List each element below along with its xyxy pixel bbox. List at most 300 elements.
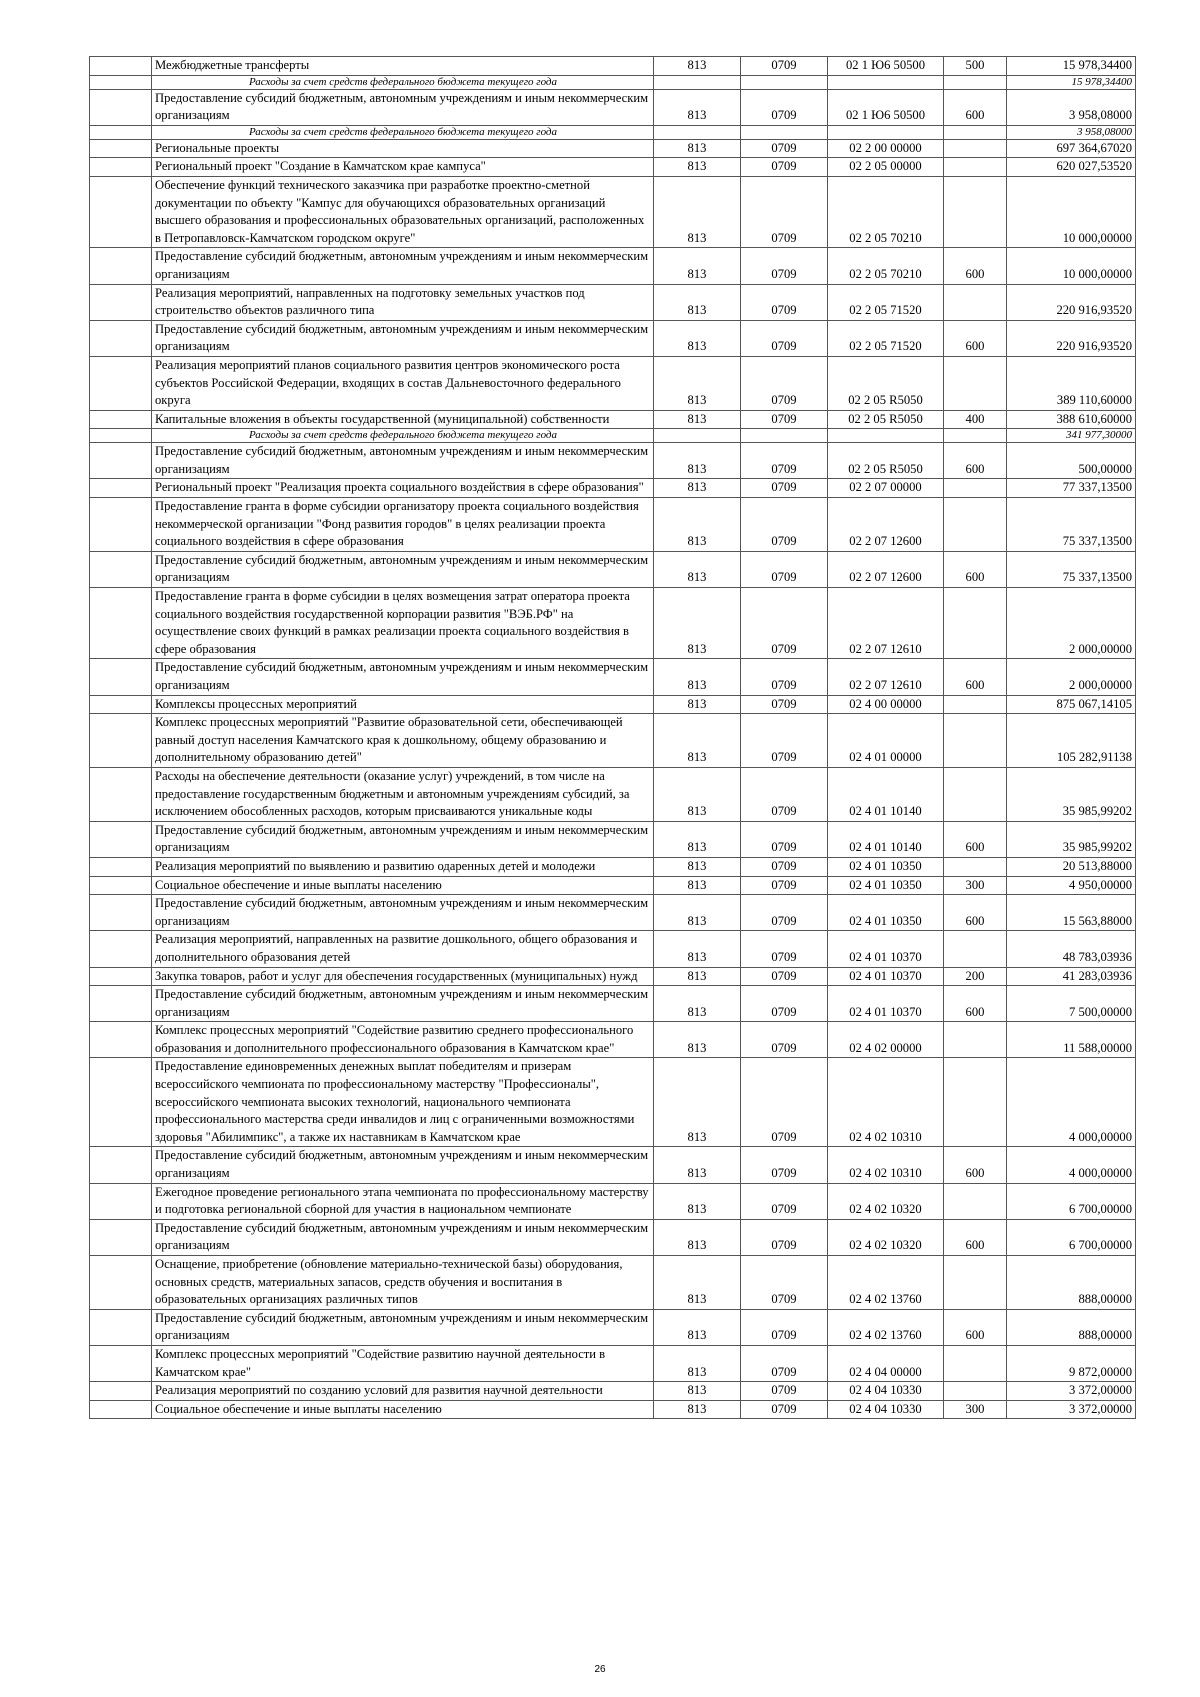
row-blank-cell [90, 714, 152, 768]
table-row [90, 158, 1136, 177]
row-sum-cell: 4 000,00000 [1007, 1058, 1136, 1147]
row-blank-cell [90, 176, 152, 247]
table-row [90, 876, 1136, 895]
row-sum-cell: 15 563,88000 [1007, 895, 1136, 931]
table-row [90, 714, 1136, 768]
row-name-cell: Предоставление субсидий бюджетным, автономным учреждениям и иным некоммерческим организациям [152, 895, 654, 931]
row-vr-cell: 600 [944, 1219, 1007, 1255]
row-csr-cell [828, 125, 944, 139]
table-row [90, 659, 1136, 695]
row-sum-cell: 10 000,00000 [1007, 176, 1136, 247]
row-vr-cell: 600 [944, 986, 1007, 1022]
row-vr-cell [944, 1022, 1007, 1058]
budget-table [89, 56, 1136, 1419]
row-vr-cell [944, 767, 1007, 821]
row-vr-cell: 600 [944, 1309, 1007, 1345]
table-note-row [90, 125, 1136, 139]
row-vr-cell [944, 714, 1007, 768]
row-sum-cell: 389 110,60000 [1007, 356, 1136, 410]
row-csr-cell: 02 2 05 R5050 [828, 410, 944, 429]
table-row [90, 821, 1136, 857]
row-blank-cell [90, 410, 152, 429]
row-sum-cell: 10 000,00000 [1007, 248, 1136, 284]
row-csr-cell: 02 2 05 70210 [828, 248, 944, 284]
row-rz-cell: 0709 [741, 498, 828, 552]
row-blank-cell [90, 695, 152, 714]
row-vr-cell [944, 695, 1007, 714]
row-name-cell: Социальное обеспечение и иные выплаты населению [152, 876, 654, 895]
row-sum-cell: 7 500,00000 [1007, 986, 1136, 1022]
row-name-cell: Комплексы процессных мероприятий [152, 695, 654, 714]
row-csr-cell: 02 4 01 10370 [828, 967, 944, 986]
row-ved-cell: 813 [654, 158, 741, 177]
row-name-cell: Реализация мероприятий, направленных на подготовку земельных участков под строительство объектов различного типа [152, 284, 654, 320]
row-ved-cell: 813 [654, 551, 741, 587]
row-name-cell: Региональный проект "Создание в Камчатском крае кампуса" [152, 158, 654, 177]
row-ved-cell: 813 [654, 410, 741, 429]
table-row [90, 1058, 1136, 1147]
row-rz-cell: 0709 [741, 176, 828, 247]
row-ved-cell: 813 [654, 1058, 741, 1147]
table-row [90, 57, 1136, 76]
row-sum-cell: 77 337,13500 [1007, 479, 1136, 498]
row-name-cell: Оснащение, приобретение (обновление материально-технической базы) оборудования, основных средств, материальных запасов, средств обучения и воспитания в образовательных организациях различных типов [152, 1256, 654, 1310]
table-note-row [90, 75, 1136, 89]
row-csr-cell: 02 4 01 10350 [828, 876, 944, 895]
row-name-cell: Предоставление гранта в форме субсидии в целях возмещения затрат оператора проекта социального воздействия государственной корпорации развития "ВЭБ.РФ" на осуществление своих функций в рамках реализации проекта социального воздействия в сфере образования [152, 588, 654, 659]
row-ved-cell: 813 [654, 1256, 741, 1310]
row-rz-cell: 0709 [741, 821, 828, 857]
row-blank-cell [90, 876, 152, 895]
row-vr-cell: 600 [944, 821, 1007, 857]
table-row [90, 1219, 1136, 1255]
row-name-cell: Ежегодное проведение регионального этапа чемпионата по профессиональному мастерству и подготовка региональной сборной для участия в национальном чемпионате [152, 1183, 654, 1219]
row-vr-cell [944, 1256, 1007, 1310]
row-csr-cell: 02 4 00 00000 [828, 695, 944, 714]
row-csr-cell: 02 2 07 12600 [828, 498, 944, 552]
row-name-cell: Обеспечение функций технического заказчика при разработке проектно-сметной документации по объекту "Кампус для обучающихся образовательных организаций высшего образования и профессиональных образовательных организаций, расположенных в Петропавловск-Камчатском городском округе" [152, 176, 654, 247]
row-vr-cell: 600 [944, 89, 1007, 125]
row-ved-cell: 813 [654, 857, 741, 876]
row-blank-cell [90, 1058, 152, 1147]
row-name-cell: Межбюджетные трансферты [152, 57, 654, 76]
row-name-cell: Предоставление субсидий бюджетным, автономным учреждениям и иным некоммерческим организациям [152, 1219, 654, 1255]
row-blank-cell [90, 967, 152, 986]
row-blank-cell [90, 158, 152, 177]
row-ved-cell: 813 [654, 139, 741, 158]
row-ved-cell: 813 [654, 1345, 741, 1381]
row-blank-cell [90, 498, 152, 552]
row-name-cell: Предоставление субсидий бюджетным, автономным учреждениям и иным некоммерческим организациям [152, 443, 654, 479]
row-blank-cell [90, 139, 152, 158]
row-sum-cell: 2 000,00000 [1007, 659, 1136, 695]
table-row [90, 551, 1136, 587]
row-blank-cell [90, 857, 152, 876]
row-blank-cell [90, 443, 152, 479]
row-vr-cell: 600 [944, 443, 1007, 479]
row-ved-cell: 813 [654, 876, 741, 895]
row-name-cell: Реализация мероприятий, направленных на развитие дошкольного, общего образования и дополнительного образования детей [152, 931, 654, 967]
table-row [90, 356, 1136, 410]
table-row [90, 895, 1136, 931]
row-name-cell: Предоставление субсидий бюджетным, автономным учреждениям и иным некоммерческим организациям [152, 320, 654, 356]
row-ved-cell: 813 [654, 1147, 741, 1183]
row-vr-cell: 600 [944, 551, 1007, 587]
row-ved-cell: 813 [654, 931, 741, 967]
row-name-cell: Предоставление субсидий бюджетным, автономным учреждениям и иным некоммерческим организациям [152, 821, 654, 857]
row-rz-cell: 0709 [741, 248, 828, 284]
row-ved-cell: 813 [654, 821, 741, 857]
row-blank-cell [90, 320, 152, 356]
row-sum-cell: 388 610,60000 [1007, 410, 1136, 429]
row-rz-cell: 0709 [741, 588, 828, 659]
row-sum-cell: 75 337,13500 [1007, 498, 1136, 552]
row-vr-cell: 600 [944, 659, 1007, 695]
row-rz-cell: 0709 [741, 1183, 828, 1219]
row-vr-cell: 200 [944, 967, 1007, 986]
row-sum-cell: 888,00000 [1007, 1256, 1136, 1310]
row-csr-cell: 02 2 00 00000 [828, 139, 944, 158]
row-blank-cell [90, 1256, 152, 1310]
row-sum-cell: 3 958,08000 [1007, 125, 1136, 139]
row-name-cell: Предоставление субсидий бюджетным, автономным учреждениям и иным некоммерческим организациям [152, 1147, 654, 1183]
row-csr-cell: 02 4 01 10140 [828, 821, 944, 857]
row-sum-cell: 41 283,03936 [1007, 967, 1136, 986]
row-rz-cell: 0709 [741, 876, 828, 895]
table-row [90, 1382, 1136, 1401]
row-name-cell: Предоставление субсидий бюджетным, автономным учреждениям и иным некоммерческим организациям [152, 1309, 654, 1345]
row-rz-cell: 0709 [741, 1058, 828, 1147]
row-csr-cell: 02 2 07 12600 [828, 551, 944, 587]
row-sum-cell: 4 950,00000 [1007, 876, 1136, 895]
row-csr-cell: 02 4 02 13760 [828, 1256, 944, 1310]
row-vr-cell: 600 [944, 1147, 1007, 1183]
table-row [90, 443, 1136, 479]
row-csr-cell: 02 4 04 00000 [828, 1345, 944, 1381]
row-name-cell: Предоставление субсидий бюджетным, автономным учреждениям и иным некоммерческим организациям [152, 89, 654, 125]
row-blank-cell [90, 821, 152, 857]
row-blank-cell [90, 1345, 152, 1381]
row-csr-cell: 02 1 Ю6 50500 [828, 57, 944, 76]
row-ved-cell: 813 [654, 659, 741, 695]
row-csr-cell: 02 2 05 70210 [828, 176, 944, 247]
row-name-cell: Региональный проект "Реализация проекта социального воздействия в сфере образования" [152, 479, 654, 498]
table-row [90, 931, 1136, 967]
row-rz-cell: 0709 [741, 356, 828, 410]
row-name-cell: Реализация мероприятий планов социального развития центров экономического роста субъектов Российской Федерации, входящих в состав Дальневосточного федерального округа [152, 356, 654, 410]
row-ved-cell: 813 [654, 320, 741, 356]
row-sum-cell: 6 700,00000 [1007, 1219, 1136, 1255]
row-ved-cell: 813 [654, 176, 741, 247]
row-csr-cell: 02 4 01 10370 [828, 931, 944, 967]
row-blank-cell [90, 767, 152, 821]
table-row [90, 1345, 1136, 1381]
row-ved-cell [654, 429, 741, 443]
row-sum-cell: 15 978,34400 [1007, 75, 1136, 89]
row-rz-cell: 0709 [741, 57, 828, 76]
table-row [90, 410, 1136, 429]
row-ved-cell: 813 [654, 1309, 741, 1345]
table-row [90, 498, 1136, 552]
row-rz-cell: 0709 [741, 410, 828, 429]
row-vr-cell [944, 356, 1007, 410]
table-body [90, 57, 1136, 1419]
row-vr-cell [944, 158, 1007, 177]
row-rz-cell: 0709 [741, 659, 828, 695]
row-vr-cell: 500 [944, 57, 1007, 76]
row-name-cell: Расходы за счет средств федерального бюджета текущего года [152, 75, 654, 89]
row-name-cell: Предоставление гранта в форме субсидии организатору проекта социального воздействия некоммерческой организации "Фонд развития городов" в целях реализации проекта социального воздействия в сфере образования [152, 498, 654, 552]
row-ved-cell: 813 [654, 1183, 741, 1219]
row-rz-cell [741, 429, 828, 443]
row-sum-cell: 4 000,00000 [1007, 1147, 1136, 1183]
row-csr-cell: 02 4 02 10320 [828, 1219, 944, 1255]
row-vr-cell: 300 [944, 876, 1007, 895]
row-sum-cell: 20 513,88000 [1007, 857, 1136, 876]
row-vr-cell [944, 429, 1007, 443]
row-csr-cell [828, 429, 944, 443]
table-row [90, 857, 1136, 876]
row-ved-cell: 813 [654, 284, 741, 320]
row-rz-cell: 0709 [741, 320, 828, 356]
table-row [90, 1022, 1136, 1058]
row-vr-cell: 400 [944, 410, 1007, 429]
row-csr-cell: 02 4 01 10370 [828, 986, 944, 1022]
table-row [90, 986, 1136, 1022]
row-csr-cell: 02 2 05 R5050 [828, 443, 944, 479]
row-rz-cell: 0709 [741, 551, 828, 587]
row-rz-cell: 0709 [741, 895, 828, 931]
row-blank-cell [90, 659, 152, 695]
table-row [90, 588, 1136, 659]
row-blank-cell [90, 895, 152, 931]
row-sum-cell: 105 282,91138 [1007, 714, 1136, 768]
row-csr-cell: 02 4 02 13760 [828, 1309, 944, 1345]
row-sum-cell: 35 985,99202 [1007, 821, 1136, 857]
row-rz-cell: 0709 [741, 857, 828, 876]
row-rz-cell: 0709 [741, 695, 828, 714]
row-blank-cell [90, 1183, 152, 1219]
row-blank-cell [90, 1400, 152, 1419]
row-name-cell: Предоставление субсидий бюджетным, автономным учреждениям и иным некоммерческим организациям [152, 551, 654, 587]
row-sum-cell: 697 364,67020 [1007, 139, 1136, 158]
row-ved-cell: 813 [654, 767, 741, 821]
row-blank-cell [90, 89, 152, 125]
row-sum-cell: 220 916,93520 [1007, 320, 1136, 356]
row-sum-cell: 500,00000 [1007, 443, 1136, 479]
row-name-cell: Предоставление субсидий бюджетным, автономным учреждениям и иным некоммерческим организациям [152, 248, 654, 284]
row-vr-cell [944, 1382, 1007, 1401]
row-ved-cell: 813 [654, 986, 741, 1022]
row-csr-cell: 02 4 02 10320 [828, 1183, 944, 1219]
row-name-cell: Комплекс процессных мероприятий "Содействие развитию научной деятельности в Камчатском крае" [152, 1345, 654, 1381]
row-blank-cell [90, 1382, 152, 1401]
table-row [90, 176, 1136, 247]
row-rz-cell: 0709 [741, 1219, 828, 1255]
row-blank-cell [90, 75, 152, 89]
table-row [90, 1400, 1136, 1419]
row-blank-cell [90, 125, 152, 139]
row-rz-cell: 0709 [741, 967, 828, 986]
row-blank-cell [90, 248, 152, 284]
row-blank-cell [90, 1022, 152, 1058]
row-blank-cell [90, 986, 152, 1022]
row-rz-cell: 0709 [741, 1309, 828, 1345]
row-name-cell: Предоставление субсидий бюджетным, автономным учреждениям и иным некоммерческим организациям [152, 986, 654, 1022]
row-rz-cell: 0709 [741, 931, 828, 967]
row-ved-cell: 813 [654, 1382, 741, 1401]
row-csr-cell: 02 4 01 10350 [828, 895, 944, 931]
row-rz-cell: 0709 [741, 1345, 828, 1381]
row-ved-cell: 813 [654, 443, 741, 479]
row-sum-cell: 3 372,00000 [1007, 1400, 1136, 1419]
row-rz-cell [741, 125, 828, 139]
row-rz-cell: 0709 [741, 139, 828, 158]
table-row [90, 1256, 1136, 1310]
row-ved-cell: 813 [654, 714, 741, 768]
row-csr-cell: 02 4 01 10140 [828, 767, 944, 821]
row-rz-cell: 0709 [741, 714, 828, 768]
row-blank-cell [90, 429, 152, 443]
row-ved-cell [654, 75, 741, 89]
row-blank-cell [90, 1309, 152, 1345]
row-name-cell: Капитальные вложения в объекты государственной (муниципальной) собственности [152, 410, 654, 429]
row-vr-cell [944, 931, 1007, 967]
row-vr-cell: 600 [944, 895, 1007, 931]
row-vr-cell [944, 176, 1007, 247]
row-vr-cell [944, 1058, 1007, 1147]
table-row [90, 695, 1136, 714]
row-vr-cell [944, 139, 1007, 158]
row-blank-cell [90, 356, 152, 410]
page-number: 26 [594, 1664, 606, 1675]
row-vr-cell [944, 284, 1007, 320]
row-sum-cell: 11 588,00000 [1007, 1022, 1136, 1058]
row-csr-cell: 02 2 07 12610 [828, 659, 944, 695]
row-rz-cell: 0709 [741, 986, 828, 1022]
row-csr-cell: 02 4 02 10310 [828, 1147, 944, 1183]
row-ved-cell: 813 [654, 248, 741, 284]
row-name-cell: Комплекс процессных мероприятий "Содействие развитию среднего профессионального образования и дополнительного профессионального образования в Камчатском крае" [152, 1022, 654, 1058]
row-ved-cell: 813 [654, 895, 741, 931]
row-rz-cell: 0709 [741, 89, 828, 125]
row-csr-cell: 02 4 04 10330 [828, 1382, 944, 1401]
table-row [90, 1309, 1136, 1345]
row-name-cell: Расходы за счет средств федерального бюджета текущего года [152, 429, 654, 443]
row-blank-cell [90, 588, 152, 659]
row-sum-cell: 35 985,99202 [1007, 767, 1136, 821]
row-sum-cell: 75 337,13500 [1007, 551, 1136, 587]
row-rz-cell: 0709 [741, 1256, 828, 1310]
row-blank-cell [90, 1147, 152, 1183]
row-vr-cell: 300 [944, 1400, 1007, 1419]
table-row [90, 479, 1136, 498]
row-vr-cell: 600 [944, 320, 1007, 356]
row-ved-cell: 813 [654, 1022, 741, 1058]
row-blank-cell [90, 1219, 152, 1255]
row-csr-cell: 02 2 07 00000 [828, 479, 944, 498]
row-csr-cell: 02 4 01 00000 [828, 714, 944, 768]
row-ved-cell: 813 [654, 356, 741, 410]
row-vr-cell [944, 857, 1007, 876]
table-row [90, 320, 1136, 356]
row-sum-cell: 9 872,00000 [1007, 1345, 1136, 1381]
row-name-cell: Расходы на обеспечение деятельности (оказание услуг) учреждений, в том числе на предоставление государственным бюджетным и автономным учреждениям субсидий, за исключением обособленных расходов, которым присваиваются уникальные коды [152, 767, 654, 821]
table-row [90, 1183, 1136, 1219]
row-csr-cell: 02 2 05 00000 [828, 158, 944, 177]
row-csr-cell: 02 2 07 12610 [828, 588, 944, 659]
row-name-cell: Социальное обеспечение и иные выплаты населению [152, 1400, 654, 1419]
row-ved-cell: 813 [654, 479, 741, 498]
row-sum-cell: 220 916,93520 [1007, 284, 1136, 320]
table-row [90, 284, 1136, 320]
row-sum-cell: 2 000,00000 [1007, 588, 1136, 659]
row-vr-cell: 600 [944, 248, 1007, 284]
row-ved-cell: 813 [654, 57, 741, 76]
row-name-cell: Комплекс процессных мероприятий "Развитие образовательной сети, обеспечивающей равный доступ населения Камчатского края к дошкольному, общему образованию и дополнительному образованию детей" [152, 714, 654, 768]
row-name-cell: Расходы за счет средств федерального бюджета текущего года [152, 125, 654, 139]
row-vr-cell [944, 479, 1007, 498]
row-blank-cell [90, 931, 152, 967]
row-name-cell: Предоставление единовременных денежных выплат победителям и призерам всероссийского чемпионата по профессиональному мастерству "Профессионалы", всероссийского чемпионата высоких технологий, национального чемпионата профессионального мастерства среди инвалидов и лиц с ограниченными возможностями здоровья "Абилимпикс", а также их наставникам в Камчатском крае [152, 1058, 654, 1147]
row-csr-cell: 02 2 05 71520 [828, 320, 944, 356]
row-sum-cell: 3 372,00000 [1007, 1382, 1136, 1401]
row-sum-cell: 620 027,53520 [1007, 158, 1136, 177]
row-csr-cell: 02 2 05 R5050 [828, 356, 944, 410]
row-rz-cell: 0709 [741, 284, 828, 320]
row-ved-cell: 813 [654, 498, 741, 552]
row-sum-cell: 3 958,08000 [1007, 89, 1136, 125]
row-ved-cell: 813 [654, 588, 741, 659]
row-rz-cell [741, 75, 828, 89]
row-ved-cell [654, 125, 741, 139]
row-vr-cell [944, 75, 1007, 89]
row-csr-cell: 02 1 Ю6 50500 [828, 89, 944, 125]
row-rz-cell: 0709 [741, 479, 828, 498]
row-csr-cell [828, 75, 944, 89]
row-name-cell: Закупка товаров, работ и услуг для обеспечения государственных (муниципальных) нужд [152, 967, 654, 986]
table-row [90, 89, 1136, 125]
row-rz-cell: 0709 [741, 158, 828, 177]
row-rz-cell: 0709 [741, 443, 828, 479]
table-row [90, 767, 1136, 821]
table-row [90, 248, 1136, 284]
row-rz-cell: 0709 [741, 1022, 828, 1058]
row-ved-cell: 813 [654, 1400, 741, 1419]
row-blank-cell [90, 479, 152, 498]
row-csr-cell: 02 4 01 10350 [828, 857, 944, 876]
row-sum-cell: 15 978,34400 [1007, 57, 1136, 76]
row-rz-cell: 0709 [741, 1382, 828, 1401]
row-csr-cell: 02 2 05 71520 [828, 284, 944, 320]
row-ved-cell: 813 [654, 89, 741, 125]
row-csr-cell: 02 4 02 10310 [828, 1058, 944, 1147]
row-rz-cell: 0709 [741, 1147, 828, 1183]
row-rz-cell: 0709 [741, 767, 828, 821]
row-sum-cell: 341 977,30000 [1007, 429, 1136, 443]
row-vr-cell [944, 588, 1007, 659]
table-row [90, 967, 1136, 986]
row-name-cell: Реализация мероприятий по созданию условий для развития научной деятельности [152, 1382, 654, 1401]
row-rz-cell: 0709 [741, 1400, 828, 1419]
row-ved-cell: 813 [654, 967, 741, 986]
row-sum-cell: 6 700,00000 [1007, 1183, 1136, 1219]
row-blank-cell [90, 284, 152, 320]
row-blank-cell [90, 551, 152, 587]
row-ved-cell: 813 [654, 1219, 741, 1255]
row-name-cell: Реализация мероприятий по выявлению и развитию одаренных детей и молодежи [152, 857, 654, 876]
table-row [90, 1147, 1136, 1183]
